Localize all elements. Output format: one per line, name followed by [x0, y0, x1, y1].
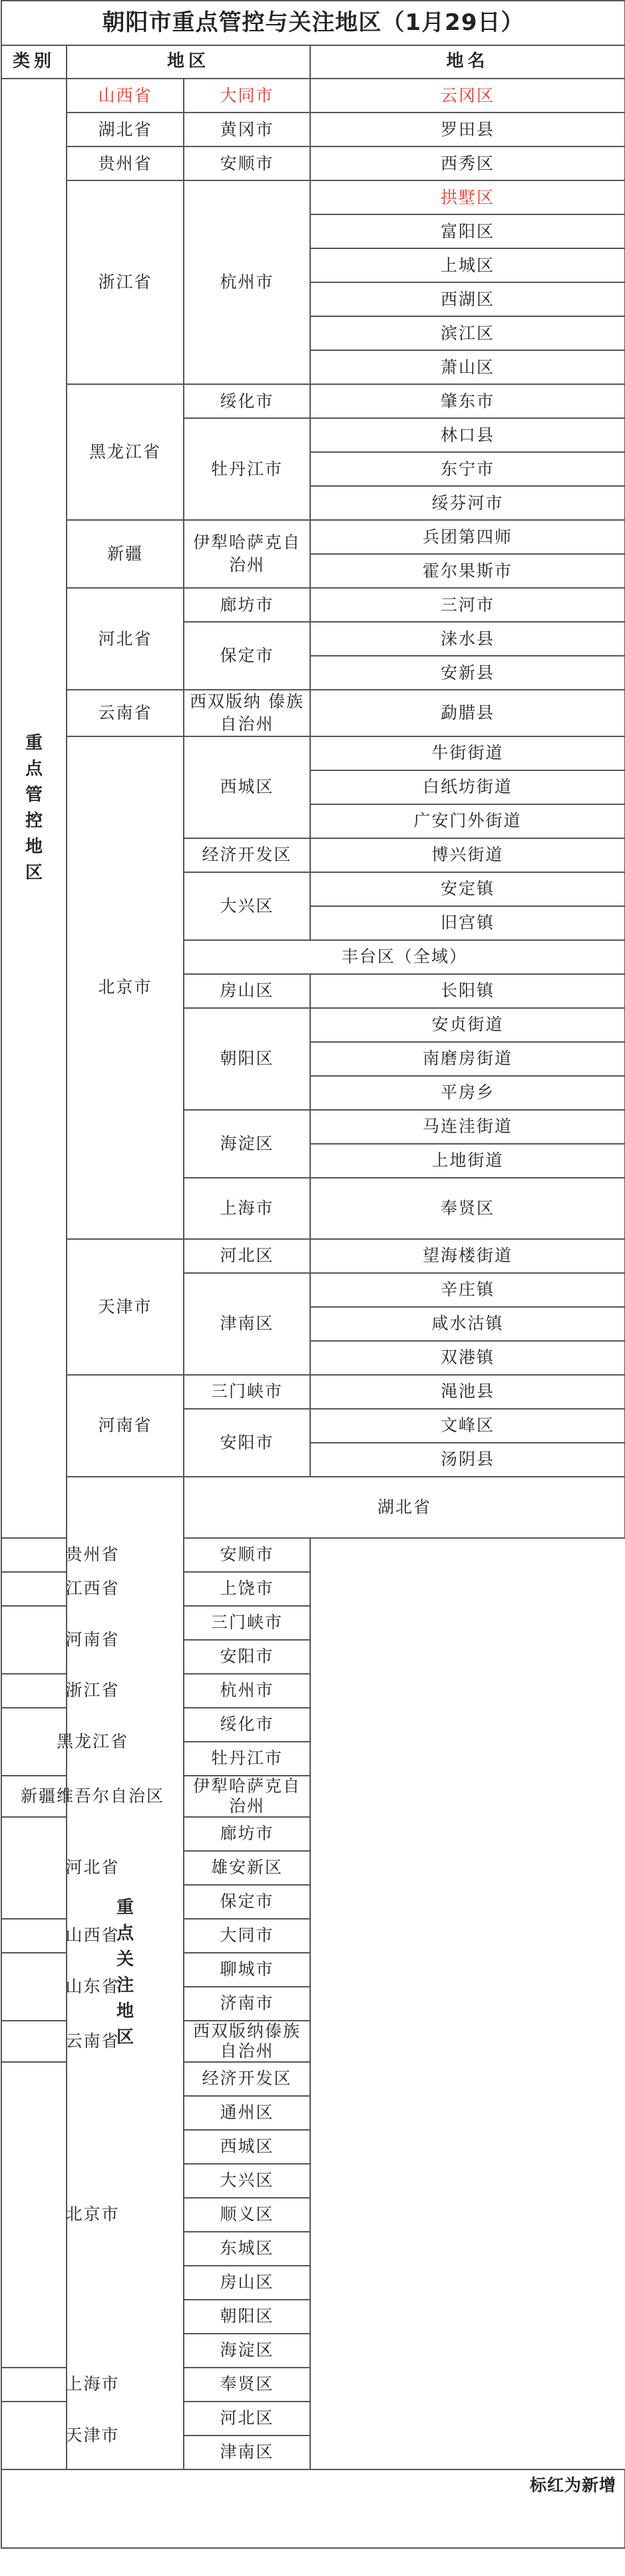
place-cell: 通州区 — [184, 2096, 310, 2130]
place-cell: 上地街道 — [310, 1144, 625, 1178]
place-cell: 西湖区 — [310, 282, 625, 316]
place-cell: 安阳市 — [184, 1640, 310, 1674]
place-cell: 房山区 — [184, 2266, 310, 2300]
province-cell: 河北省 — [67, 588, 184, 690]
place-cell: 济南市 — [184, 1987, 310, 2021]
place-cell: 拱墅区 — [310, 180, 625, 214]
place-cell: 南磨房街道 — [310, 1042, 625, 1076]
table-row — [1, 2402, 625, 2436]
place-cell: 勐腊县 — [310, 690, 625, 736]
table-row — [1, 690, 625, 736]
table-row — [1, 2062, 625, 2096]
place-cell: 大同市 — [184, 1919, 310, 1953]
place-cell: 东宁市 — [310, 452, 625, 486]
header-region: 地区 — [67, 45, 310, 79]
city-cell: 大同市 — [184, 79, 310, 113]
place-cell: 安顺市 — [184, 1538, 310, 1572]
province-cell: 山西省 — [67, 79, 184, 113]
table-row — [1, 1538, 625, 1572]
province-cell: 黑龙江省 — [67, 384, 184, 520]
province-cell: 河南省 — [1, 1606, 184, 1674]
province-cell: 天津市 — [1, 2402, 184, 2469]
city-cell: 安顺市 — [184, 146, 310, 180]
province-cell: 上海市 — [184, 1178, 310, 1239]
place-cell: 奉贤区 — [184, 2368, 310, 2402]
place-cell: 东城区 — [184, 2232, 310, 2266]
city-cell: 保定市 — [184, 622, 310, 690]
table-row — [1, 79, 625, 113]
province-cell: 云南省 — [1, 2021, 184, 2062]
place-cell: 安定镇 — [310, 872, 625, 906]
footer-note: 标红为新增 — [1, 2469, 625, 2548]
place-cell: 旧宫镇 — [310, 906, 625, 940]
place-cell: 安贞街道 — [310, 1008, 625, 1042]
province-cell: 浙江省 — [1, 1674, 184, 1708]
place-cell: 杭州市 — [184, 1674, 310, 1708]
province-cell: 天津市 — [67, 1239, 184, 1375]
table-row — [1, 113, 625, 146]
place-cell: 上饶市 — [184, 1572, 310, 1606]
place-cell: 朝阳区 — [184, 2300, 310, 2334]
province-cell: 贵州省 — [1, 1538, 184, 1572]
place-cell: 牛街街道 — [310, 736, 625, 770]
place-cell: 伊犁哈萨克自治州 — [184, 1776, 310, 1817]
table-row — [1, 1606, 625, 1640]
table-row — [1, 2368, 625, 2402]
city-cell: 绥化市 — [184, 384, 310, 418]
place-cell: 三河市 — [310, 588, 625, 622]
place-cell: 上城区 — [310, 248, 625, 282]
province-cell: 湖北省 — [67, 113, 184, 146]
province-cell: 黑龙江省 — [1, 1708, 184, 1776]
place-cell: 平房乡 — [310, 1076, 625, 1110]
title-row — [1, 1, 625, 45]
table-row — [1, 1572, 625, 1606]
city-cell: 西双版纳 傣族自治州 — [184, 690, 310, 736]
place-cell: 萧山区 — [310, 350, 625, 384]
place-cell: 汤阴县 — [310, 1443, 625, 1477]
place-cell: 富阳区 — [310, 214, 625, 248]
place-cell: 双港镇 — [310, 1341, 625, 1375]
province-cell: 贵州省 — [67, 146, 184, 180]
header-row — [1, 45, 625, 79]
city-cell: 三门峡市 — [184, 1375, 310, 1409]
place-cell: 西城区 — [184, 2130, 310, 2164]
table-row — [1, 1477, 625, 1538]
city-cell: 大兴区 — [184, 872, 310, 940]
place-cell: 咸水沽镇 — [310, 1307, 625, 1341]
place-cell: 绥化市 — [184, 1708, 310, 1742]
city-cell: 安阳市 — [184, 1409, 310, 1477]
province-cell: 北京市 — [1, 2062, 184, 2368]
category-watch-label: 重点关注地区 — [116, 1898, 134, 2047]
province-cell: 湖北省 — [184, 1477, 625, 1538]
place-cell: 牡丹江市 — [184, 1742, 310, 1776]
province-cell: 云南省 — [67, 690, 184, 736]
place-cell: 霍尔果斯市 — [310, 554, 625, 588]
place-cell: 绥芬河市 — [310, 486, 625, 520]
table-row — [1, 1375, 625, 1409]
place-cell: 雄安新区 — [184, 1851, 310, 1885]
place-cell: 海淀区 — [184, 2334, 310, 2368]
table-row — [1, 736, 625, 770]
city-cell: 廊坊市 — [184, 588, 310, 622]
city-cell: 伊犁哈萨克自治州 — [184, 520, 310, 588]
table-row — [1, 1674, 625, 1708]
place-cell: 河北区 — [184, 2402, 310, 2436]
table-row — [1, 1776, 625, 1817]
place-cell: 博兴街道 — [310, 838, 625, 872]
place-cell: 廊坊市 — [184, 1817, 310, 1851]
table-row — [1, 1817, 625, 1851]
city-cell: 房山区 — [184, 974, 310, 1008]
place-cell: 肇东市 — [310, 384, 625, 418]
footer-row — [1, 2469, 625, 2548]
city-cell: 朝阳区 — [184, 1008, 310, 1110]
table-row — [1, 1239, 625, 1273]
regions-table — [1, 0, 625, 2549]
page-title: 朝阳市重点管控与关注地区（1月29日） — [1, 1, 625, 45]
city-cell: 牡丹江市 — [184, 418, 310, 520]
city-cell: 经济开发区 — [184, 838, 310, 872]
table-row — [1, 1953, 625, 1987]
place-cell: 顺义区 — [184, 2198, 310, 2232]
table-row — [1, 384, 625, 418]
province-cell: 江西省 — [1, 1572, 184, 1606]
place-cell: 经济开发区 — [184, 2062, 310, 2096]
place-cell: 长阳镇 — [310, 974, 625, 1008]
place-cell: 林口县 — [310, 418, 625, 452]
place-cell: 保定市 — [184, 1885, 310, 1919]
place-cell: 云冈区 — [310, 79, 625, 113]
place-cell: 罗田县 — [310, 113, 625, 146]
table-row — [1, 1708, 625, 1742]
table-row — [1, 1919, 625, 1953]
category-control — [1, 79, 67, 1538]
place-cell: 辛庄镇 — [310, 1273, 625, 1307]
city-cell: 津南区 — [184, 1273, 310, 1375]
category-control-label: 重点管控地区 — [25, 732, 43, 883]
table-row — [1, 520, 625, 554]
place-cell: 文峰区 — [310, 1409, 625, 1443]
header-category: 类别 — [1, 45, 67, 79]
place-cell: 白纸坊街道 — [310, 770, 625, 804]
place-cell: 西双版纳傣族自治州 — [184, 2021, 310, 2062]
place-cell: 三门峡市 — [184, 1606, 310, 1640]
place-cell: 西秀区 — [310, 146, 625, 180]
place-cell: 津南区 — [184, 2436, 310, 2469]
place-cell: 大兴区 — [184, 2164, 310, 2198]
place-cell: 滨江区 — [310, 316, 625, 350]
place-cell: 望海楼街道 — [310, 1239, 625, 1273]
table-row — [1, 2021, 625, 2062]
province-cell: 河南省 — [67, 1375, 184, 1477]
province-cell: 浙江省 — [67, 180, 184, 384]
province-cell: 北京市 — [67, 736, 184, 1239]
province-cell: 上海市 — [1, 2368, 184, 2402]
header-place: 地名 — [310, 45, 625, 79]
city-cell: 西城区 — [184, 736, 310, 838]
place-cell: 广安门外街道 — [310, 804, 625, 838]
place-cell: 马连洼街道 — [310, 1110, 625, 1144]
province-cell: 山东省 — [1, 1953, 184, 2021]
province-cell: 新疆 — [67, 520, 184, 588]
province-cell: 山西省 — [1, 1919, 184, 1953]
table-row — [1, 146, 625, 180]
city-cell: 海淀区 — [184, 1110, 310, 1178]
city-cell: 奉贤区 — [310, 1178, 625, 1239]
place-cell: 兵团第四师 — [310, 520, 625, 554]
province-cell: 河北省 — [1, 1817, 184, 1919]
table-row — [1, 180, 625, 214]
table-row — [1, 588, 625, 622]
city-cell: 丰台区（全域） — [184, 940, 625, 974]
place-cell: 聊城市 — [184, 1953, 310, 1987]
city-cell: 杭州市 — [184, 180, 310, 384]
place-cell: 涞水县 — [310, 622, 625, 656]
province-cell: 新疆维吾尔自治区 — [1, 1776, 184, 1817]
place-cell: 安新县 — [310, 656, 625, 690]
city-cell: 黄冈市 — [184, 113, 310, 146]
city-cell: 河北区 — [184, 1239, 310, 1273]
place-cell: 渑池县 — [310, 1375, 625, 1409]
